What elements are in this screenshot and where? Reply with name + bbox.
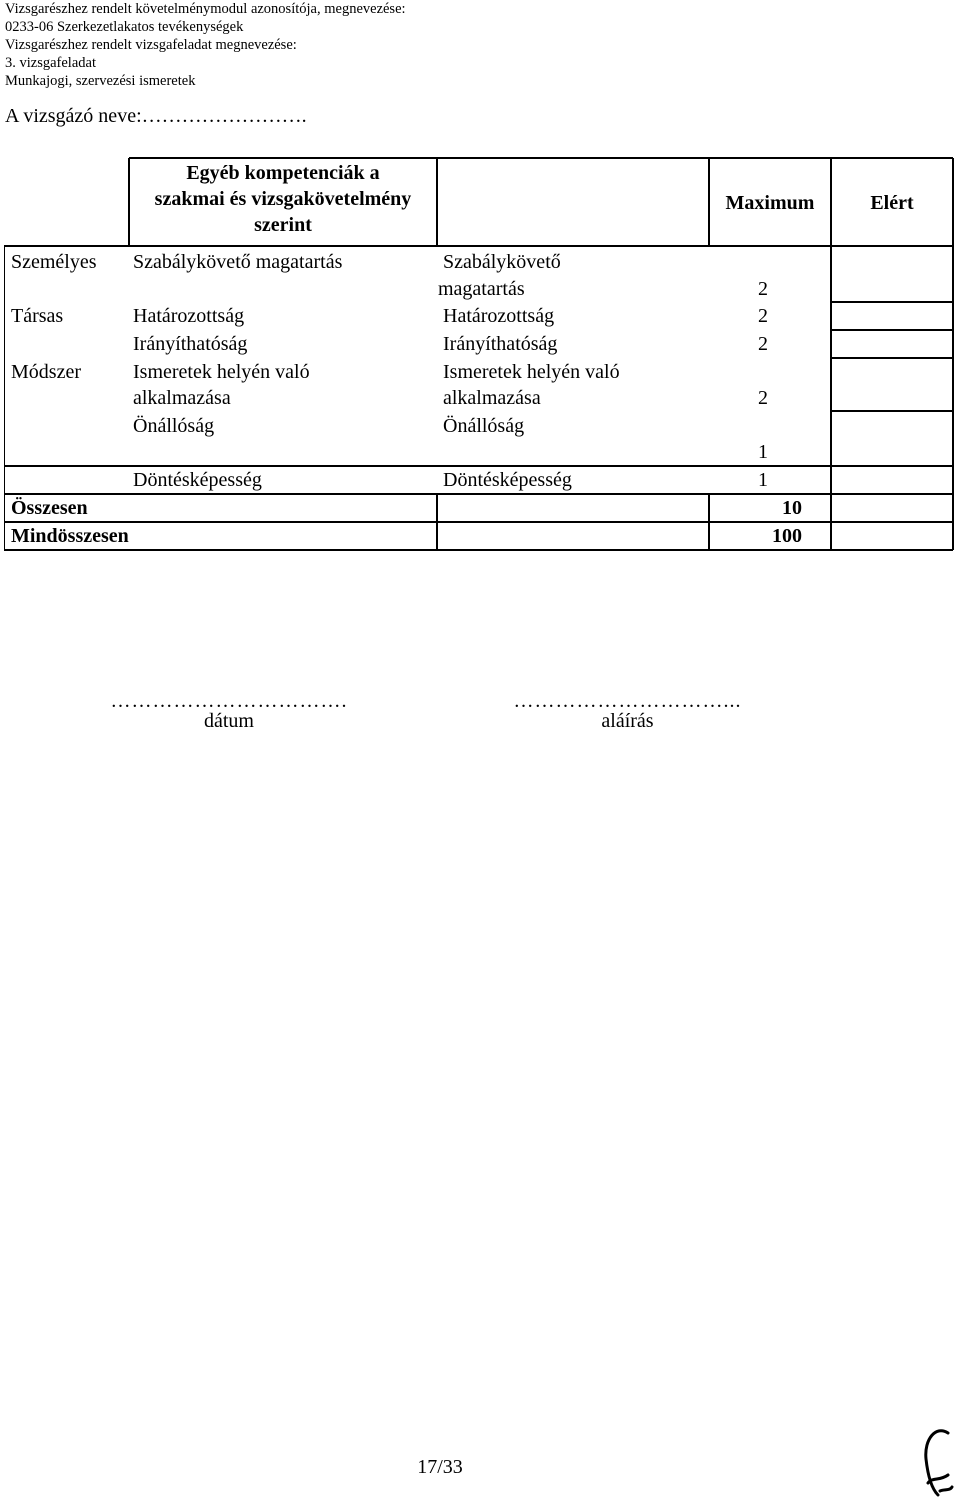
competence-description: Ismeretek helyén való (443, 361, 620, 383)
evaluation-table (4, 157, 954, 551)
total-value: 10 (782, 497, 802, 519)
competence-header-line2: szakmai és vizsgakövetelmény (154, 188, 412, 210)
max-score: 2 (758, 333, 768, 355)
page-number: 17/33 (417, 1456, 463, 1478)
grand-total-value: 100 (772, 525, 802, 547)
signature-label: aláírás (601, 710, 654, 732)
max-score: 2 (758, 278, 768, 300)
signature-block (495, 692, 760, 733)
competence-item: Szabálykövető magatartás (133, 251, 343, 273)
module-name: 0233-06 Szerkezetlakatos tevékenységek (5, 19, 244, 35)
competence-description: Határozottság (443, 305, 555, 327)
competence-description: Szabálykövető (443, 251, 561, 273)
category-method: Módszer (11, 361, 81, 383)
competence-description: Irányíthatóság (443, 333, 558, 355)
competence-item: Döntésképesség (133, 469, 262, 491)
date-label: dátum (204, 710, 254, 732)
task-number: 3. vizsgafeladat (5, 55, 96, 71)
competence-item: Irányíthatóság (133, 333, 248, 355)
max-score: 1 (758, 441, 768, 463)
handwritten-mark-icon (918, 1425, 954, 1499)
competence-item: Ismeretek helyén való (133, 361, 310, 383)
document-header (5, 0, 406, 90)
signature-dots: …………………………... (513, 690, 742, 712)
competence-header-line3: szerint (254, 214, 312, 236)
max-score: 2 (758, 305, 768, 327)
grand-total-label: Mindösszesen (11, 525, 129, 547)
competence-description: Döntésképesség (443, 469, 572, 491)
total-label: Összesen (11, 497, 88, 519)
category-personal: Személyes (11, 251, 97, 273)
competence-description-cont: magatartás (438, 278, 525, 300)
date-signature-block (98, 692, 360, 733)
competence-description-cont: alkalmazása (443, 387, 541, 409)
max-score: 1 (758, 469, 768, 491)
maximum-header: Maximum (725, 192, 815, 214)
max-score: 2 (758, 387, 768, 409)
achieved-header: Elért (870, 192, 914, 214)
competence-item: Határozottság (133, 305, 245, 327)
competence-description: Önállóság (443, 415, 525, 437)
task-label: Vizsgarészhez rendelt vizsgafeladat megnevezése: (5, 37, 297, 53)
candidate-name-field: A vizsgázó neve:……………………. (5, 105, 307, 127)
competence-header-line1: Egyéb kompetenciák a (186, 162, 380, 184)
module-label: Vizsgarészhez rendelt követelménymodul azonosítója, megnevezése: (5, 1, 406, 17)
category-social: Társas (11, 305, 64, 327)
task-name: Munkajogi, szervezési ismeretek (5, 73, 196, 89)
date-dots: ……………………………. (110, 690, 348, 712)
competence-item-cont: alkalmazása (133, 387, 231, 409)
competence-item: Önállóság (133, 415, 215, 437)
